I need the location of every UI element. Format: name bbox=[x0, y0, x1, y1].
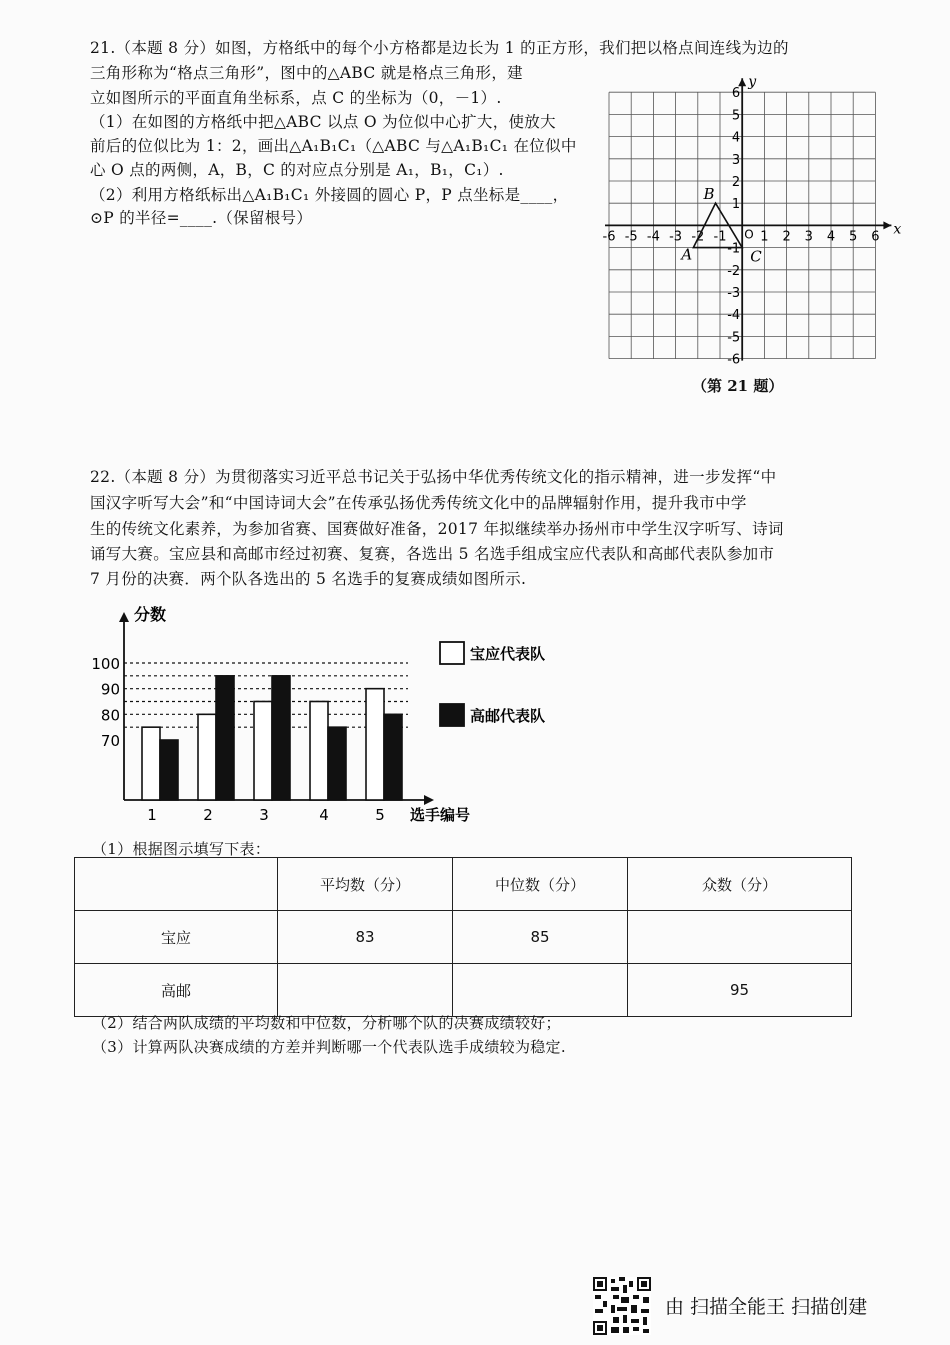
table-cell: 85 bbox=[453, 911, 628, 964]
table-header-cell bbox=[75, 858, 278, 911]
y-tick-label: 2 bbox=[731, 175, 741, 190]
q22-line-5: 7 月份的决赛．两个队各选出的 5 名选手的复赛成绩如图所示. bbox=[90, 570, 527, 588]
q22-sub3: （3）计算两队决赛成绩的方差并判断哪一个代表队选手成绩较为稳定. bbox=[92, 1038, 566, 1056]
x-tick-label: 4 bbox=[826, 229, 836, 245]
bar-gaoyou-1 bbox=[160, 740, 178, 800]
legend-label-baoying: 宝应代表队 bbox=[470, 645, 546, 663]
x-tick-label: -2 bbox=[691, 229, 705, 245]
chart-x-tick-label: 3 bbox=[259, 806, 269, 824]
point-label-c: C bbox=[750, 247, 762, 266]
y-tick-label: -5 bbox=[727, 330, 741, 346]
q21-figure-caption: （第 21 题） bbox=[692, 377, 784, 395]
chart-x-tick-label: 2 bbox=[203, 806, 213, 824]
legend-swatch-baoying bbox=[440, 642, 464, 664]
bar-gaoyou-4 bbox=[328, 727, 346, 800]
bar-baoying-4 bbox=[310, 702, 328, 801]
score-bar-chart-svg bbox=[88, 600, 568, 830]
scanner-footer-text: 由 扫描全能王 扫描创建 bbox=[665, 1296, 868, 1318]
chart-x-label: 选手编号 bbox=[410, 806, 471, 824]
table-cell: 宝应 bbox=[75, 911, 278, 964]
y-tick-label: -2 bbox=[727, 263, 741, 279]
chart-x-axis-arrow bbox=[424, 795, 434, 805]
table-row bbox=[75, 911, 852, 964]
x-tick-label: 3 bbox=[804, 229, 813, 245]
chart-y-tick-label: 70 bbox=[100, 732, 120, 750]
bar-baoying-1 bbox=[142, 727, 160, 800]
table-cell: 83 bbox=[278, 911, 453, 964]
y-tick-label: 1 bbox=[731, 197, 741, 213]
point-label-a: A bbox=[681, 245, 693, 264]
y-tick-label: -1 bbox=[727, 241, 741, 257]
q21-line-8: ⊙P 的半径=____.（保留根号） bbox=[90, 209, 313, 227]
q21-line-3: 立如图所示的平面直角坐标系，点 C 的坐标为（0，－1）. bbox=[90, 89, 502, 107]
statistics-table bbox=[74, 857, 852, 1017]
bar-baoying-2 bbox=[198, 714, 216, 800]
point-label-b: B bbox=[703, 185, 715, 204]
table-header-cell: 众数（分） bbox=[628, 858, 852, 911]
table-row bbox=[75, 964, 852, 1017]
qr-code-icon bbox=[593, 1277, 651, 1335]
table-header-cell: 中位数（分） bbox=[453, 858, 628, 911]
x-axis-label: x bbox=[893, 221, 902, 238]
table-header-row bbox=[75, 858, 852, 911]
chart-y-label: 分数 bbox=[134, 605, 167, 624]
q21-line-5: 前后的位似比为 1：2，画出△A₁B₁C₁（△ABC 与△A₁B₁C₁ 在位似中 bbox=[90, 137, 577, 155]
q21-line-4: （1）在如图的方格纸中把△ABC 以点 O 为位似中心扩大，使放大 bbox=[90, 113, 556, 131]
q21-line-1: 21.（本题 8 分）如图，方格纸中的每个小方格都是边长为 1 的正方形，我们把以格点间连线为边的 bbox=[90, 39, 789, 57]
chart-y-tick-label: 80 bbox=[100, 706, 120, 725]
q22-line-4: 诵写大赛。宝应县和高邮市经过初赛、复赛，各选出 5 名选手组成宝应代表队和高邮代表队参加市 bbox=[90, 545, 775, 563]
y-tick-label: 4 bbox=[731, 130, 741, 146]
x-tick-label: -1 bbox=[713, 229, 727, 245]
chart-x-tick-label: 1 bbox=[147, 806, 157, 824]
x-axis-arrow bbox=[883, 221, 891, 229]
y-axis-label: y bbox=[748, 74, 757, 91]
origin-label: O bbox=[744, 227, 754, 242]
bar-baoying-3 bbox=[254, 702, 272, 801]
score-bar-chart bbox=[88, 600, 568, 830]
chart-y-tick-label: 90 bbox=[100, 680, 120, 699]
y-tick-label: 3 bbox=[731, 152, 741, 168]
chart-x-tick-label: 5 bbox=[375, 806, 385, 824]
x-tick-label: 6 bbox=[871, 229, 880, 245]
x-tick-label: 1 bbox=[760, 229, 769, 245]
q22-sub2: （2）结合两队成绩的平均数和中位数，分析哪个队的决赛成绩较好； bbox=[92, 1014, 561, 1032]
coordinate-grid-svg bbox=[602, 62, 902, 368]
table-cell bbox=[628, 911, 852, 964]
legend-swatch-gaoyou bbox=[440, 704, 464, 726]
q22-line-1: 22.（本题 8 分）为贯彻落实习近平总书记关于弘扬中华优秀传统文化的指示精神，进一步发挥“中 bbox=[90, 468, 777, 486]
x-tick-label: -4 bbox=[646, 229, 660, 245]
coordinate-grid-figure bbox=[602, 62, 902, 368]
bar-gaoyou-3 bbox=[272, 676, 290, 800]
table-header-cell: 平均数（分） bbox=[278, 858, 453, 911]
legend-label-gaoyou: 高邮代表队 bbox=[470, 707, 546, 725]
chart-y-tick-label: 100 bbox=[91, 655, 120, 673]
q21-line-2: 三角形称为“格点三角形”，图中的△ABC 就是格点三角形，建 bbox=[90, 64, 523, 82]
q22-line-2: 国汉字听写大会”和“中国诗词大会”在传承弘扬优秀传统文化中的品牌辐射作用，提升我市中学 bbox=[90, 494, 747, 512]
y-axis-arrow bbox=[738, 78, 746, 86]
bar-baoying-5 bbox=[366, 689, 384, 800]
x-tick-label: -5 bbox=[624, 229, 638, 245]
y-tick-label: -6 bbox=[727, 352, 741, 368]
table-cell: 95 bbox=[628, 964, 852, 1017]
bar-gaoyou-5 bbox=[384, 714, 402, 800]
x-tick-label: -6 bbox=[602, 229, 616, 245]
x-tick-label: 5 bbox=[849, 229, 858, 245]
table-cell bbox=[453, 964, 628, 1017]
x-tick-label: 2 bbox=[782, 229, 791, 245]
y-tick-label: 6 bbox=[731, 86, 741, 102]
bar-gaoyou-2 bbox=[216, 676, 234, 800]
table-cell bbox=[278, 964, 453, 1017]
y-tick-label: 5 bbox=[731, 108, 741, 124]
q21-line-6: 心 O 点的两侧，A，B，C 的对应点分别是 A₁，B₁，C₁）. bbox=[90, 161, 504, 179]
y-tick-label: -4 bbox=[727, 308, 741, 324]
table-cell: 高邮 bbox=[75, 964, 278, 1017]
q22-line-3: 生的传统文化素养，为参加省赛、国赛做好准备，2017 年拟继续举办扬州市中学生汉字听写、诗词 bbox=[90, 520, 784, 538]
q21-line-7: （2）利用方格纸标出△A₁B₁C₁ 外接圆的圆心 P，P 点坐标是____， bbox=[90, 186, 569, 204]
chart-y-axis-arrow bbox=[119, 612, 129, 622]
x-tick-label: -3 bbox=[669, 229, 683, 245]
chart-x-tick-label: 4 bbox=[319, 806, 329, 824]
q22-sub1: （1）根据图示填写下表： bbox=[92, 840, 271, 858]
y-tick-label: -3 bbox=[727, 286, 741, 301]
